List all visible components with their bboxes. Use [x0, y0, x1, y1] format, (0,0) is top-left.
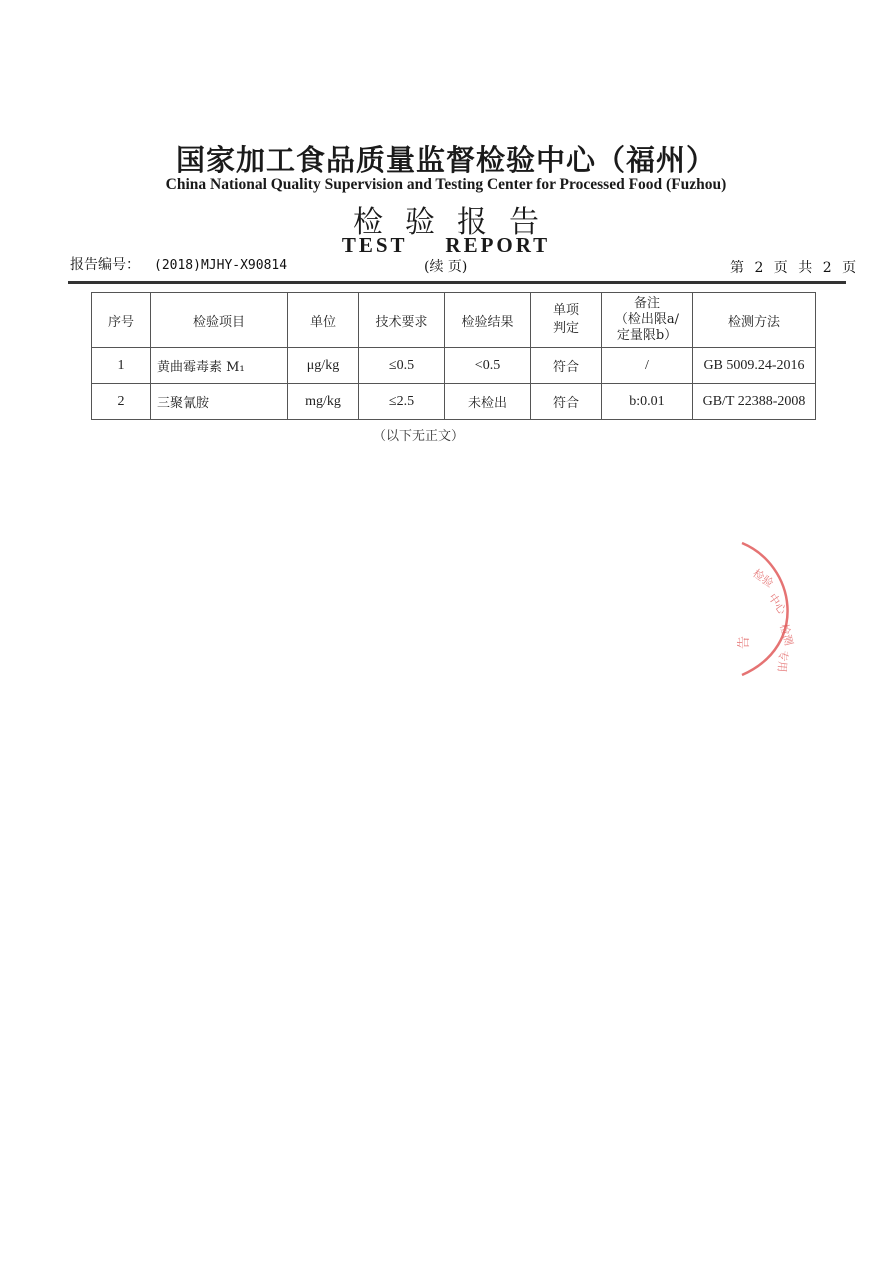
results-table	[91, 292, 816, 420]
col-header-item: 检验项目	[151, 293, 288, 348]
seal-arc-icon	[700, 535, 840, 680]
cell-no: 1	[92, 348, 151, 384]
end-of-text-note: （以下无正文）	[373, 429, 465, 444]
col-header-method: 检测方法	[693, 293, 816, 348]
cell-judgement: 符合	[531, 384, 602, 420]
svg-text:专用: 专用	[775, 649, 790, 673]
cell-requirement: ≤2.5	[359, 384, 445, 420]
page-info: 第 2 页 共 2 页	[730, 260, 857, 276]
header-divider	[68, 281, 846, 284]
col-header-remark	[602, 293, 693, 348]
cell-unit: μg/kg	[288, 348, 359, 384]
svg-text:中心: 中心	[765, 591, 789, 617]
report-title-cn: 检验报告	[353, 205, 561, 240]
col-header-judgement	[531, 293, 602, 348]
cell-method: GB 5009.24-2016	[693, 348, 816, 384]
cell-remark: /	[602, 348, 693, 384]
org-title-en: China National Quality Supervision and Testing Center for Processed Food (Fuzhou)	[165, 176, 727, 193]
cell-item: 黄曲霉毒素 M₁	[151, 348, 288, 384]
cell-judgement: 符合	[531, 348, 602, 384]
svg-text:检测: 检测	[777, 622, 796, 648]
col-header-unit: 单位	[288, 293, 359, 348]
report-number-label: 报告编号：	[70, 257, 140, 273]
table-row	[92, 348, 816, 384]
remark-line-2: （检出限a/	[614, 311, 680, 327]
cell-unit: mg/kg	[288, 384, 359, 420]
cell-remark: b:0.01	[602, 384, 693, 420]
svg-text:检验: 检验	[750, 566, 776, 591]
continued-page-label: (续 页)	[424, 259, 468, 275]
cell-result: <0.5	[445, 348, 531, 384]
cell-no: 2	[92, 384, 151, 420]
cell-requirement: ≤0.5	[359, 348, 445, 384]
col-header-requirement: 技术要求	[359, 293, 445, 348]
judgement-line-2: 判定	[552, 321, 579, 336]
table-header-row	[92, 293, 816, 348]
remark-line-3: 定量限b）	[616, 328, 678, 344]
col-header-no: 序号	[92, 293, 151, 348]
stamp-edge-char: 告	[737, 635, 752, 649]
report-title-en: TEST REPORT	[341, 233, 551, 257]
col-header-result: 检验结果	[445, 293, 531, 348]
report-number	[70, 254, 287, 274]
report-number-value: (2018)MJHY-X90814	[154, 258, 288, 273]
org-title-cn: 国家加工食品质量监督检验中心（福州）	[175, 143, 716, 177]
cell-item: 三聚氰胺	[151, 384, 288, 420]
cell-method: GB/T 22388-2008	[693, 384, 816, 420]
judgement-line-1: 单项	[552, 303, 579, 319]
cell-result: 未检出	[445, 384, 531, 420]
remark-line-1: 备注	[633, 295, 660, 311]
official-seal-stamp	[700, 535, 840, 680]
table-row	[92, 384, 816, 420]
